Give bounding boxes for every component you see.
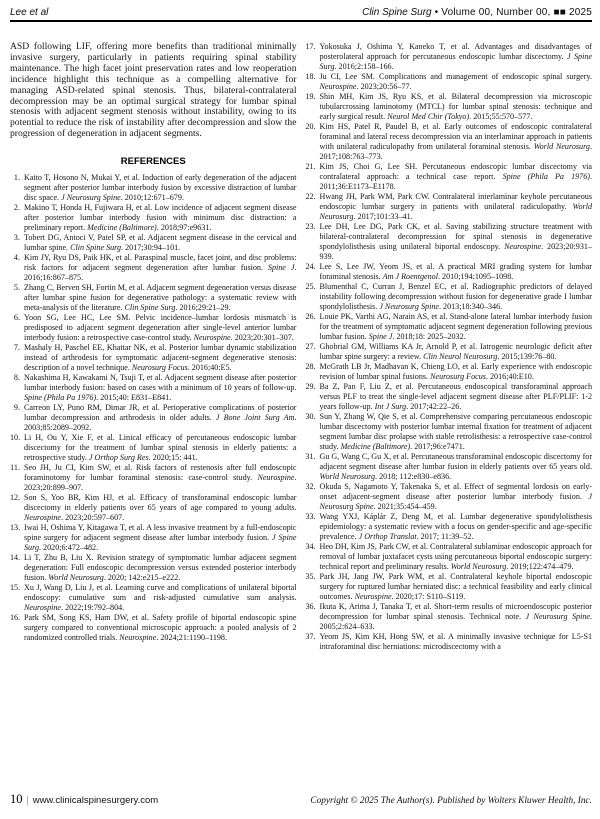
journal-title: Int J Surg [374,402,407,411]
page-number: 10 [10,792,23,806]
reference-text: . 2017;96:e7471. [410,442,465,451]
reference-text: Yeom JS, Kim KH, Hong SW, et al. A minimally invasive technique for L5-S1 intraforaminal disc herniations: microdiscectomy with a [319,632,592,651]
reference-text: Wang YXJ, Káplár Z, Deng M, et al. Lumbar degenerative spondylolisthesis epidemiology: a systematic review with a focus on gender-specific and age-specific prevalence. [319,512,592,541]
reference-text: . 2016;16:867–875. [24,263,297,283]
reference-text: Makino T, Honda H, Fujiwara H, et al. Low incidence of adjacent segment disease after posterior lumbar interbody fusion with minimum disc distraction: a preliminary report. [24,203,297,233]
reference-number: 3. [13,233,20,243]
reference-item [10,553,297,583]
reference-text: . 2016;29:21–29. [175,303,231,313]
reference-number: 12. [10,493,21,503]
journal-title: Neurospine [193,333,231,343]
reference-item [306,72,593,92]
reference-number: 9. [13,403,20,413]
references-list-left [10,173,297,643]
journal-title: Clin Spine Surg [124,303,176,313]
reference-text: Okuda S, Nagamoto Y, Takenaka S, et al. Effect of segmental lordosis on early-onset adjacent-segment disease after posterior lumbar interbody fusion. [319,482,592,501]
reference-text: . 2003;85:2089–2092. [24,413,297,433]
reference-item [306,542,593,572]
reference-text: . 2023;20:301–307. [230,333,294,343]
reference-number: 26. [305,312,316,321]
reference-text: . 2018;18: 2025–2032. [392,332,466,341]
reference-number: 10. [10,433,21,443]
reference-text: Li H, Ou Y, Xie F, et al. Linical efficacy of percutaneous endoscopic lumbar discectomy for the treatment of lumbar spinal stenosis in elderly patients: a retrospective study. [24,433,297,463]
reference-text: Kim JS, Choi G, Lee SH. Percutaneous endoscopic lumbar discectomy via contralateral approach: a technical case report. [319,162,592,181]
reference-number: 14. [10,553,21,563]
reference-item [306,602,593,632]
journal-title: World Neurosurg [48,573,104,583]
journal-title: Spine (Phila Pa 1976) [24,393,97,403]
journal-title: Neurospine [319,82,357,91]
reference-text: . 2015;139:76–80. [497,352,557,361]
reference-number: 27. [305,342,316,351]
page-header [10,0,592,18]
reference-number: 20. [305,122,316,131]
journal-title: J Spine Surg [319,52,592,71]
journal-website-link[interactable]: www.clinicalspinesurgery.com [32,795,159,806]
journal-title: Spine J [368,332,393,341]
journal-title: Neurospine [119,633,157,643]
reference-text: Kaito T, Hosono N, Mukai Y, et al. Induction of early degeneration of the adjacent segment after posterior lumbar interbody fusion by excessive distraction of lumbar disc space. [24,173,297,203]
reference-item [306,92,593,122]
reference-item [306,632,593,652]
reference-item [306,412,593,452]
reference-item [10,463,297,493]
journal-title: Clin Spine Surg [70,243,122,253]
reference-item [306,282,593,312]
reference-text: McGrath LB Jr, Madhavan K, Chieng LO, et al. Early experience with endoscopic revision of lumbar spinal fusions. [319,362,592,381]
reference-number: 36. [305,602,316,611]
journal-title: J Neurosurg Spine [61,193,121,203]
reference-number: 18. [305,72,316,81]
copyright-notice: Copyright © 2025 The Author(s). Published by Wolters Kluwer Health, Inc. [310,796,592,806]
reference-text: Mashaly H, Paschel EE, Khattar NK, et al. Posterior lumbar dynamic stabilization instead of arthrodesis for symptomatic adjacent-segment degenerative stenosis: description of a novel technique. [24,343,297,373]
reference-text: . 2021;35:454–459. [373,502,437,511]
footer-left [10,792,158,807]
reference-number: 13. [10,523,21,533]
journal-title: J Orthop Translat [358,532,417,541]
reference-item [306,362,593,382]
reference-item [10,373,297,403]
reference-item [306,342,593,362]
reference-text: Yokosuka J, Oshima Y, Kaneko T, et al. Advantages and disadvantages of posterolateral approach for percutaneous endoscopic lumbar discectomy. [319,42,592,61]
journal-title: Neurospine [24,513,62,523]
journal-title: Neurosurg Focus [430,372,486,381]
reference-text: . 2005;2:624–633. [319,612,592,631]
reference-item [306,482,593,512]
reference-text: . 2017;42:22–26. [406,402,462,411]
reference-item [10,613,297,643]
issue-info: • Volume 00, Number 00, ■■ 2025 [431,7,592,18]
reference-text: . 2020;6:472–482. [39,543,99,553]
reference-text: Nakashima H, Kawakami N, Tsuji T, et al. Adjacent segment disease after posterior lumbar interbody fusion: based on cases with a minimum of 10 years of follow-up. [24,373,297,393]
journal-title: Neurospine [354,592,392,601]
journal-title: J Neurosurg Spine [379,302,439,311]
reference-item [306,122,593,162]
reference-text: . 2016;2:158–166. [334,62,394,71]
reference-number: 25. [305,282,316,291]
running-title [362,7,592,18]
reference-text: Kim JY, Ryu DS, Paik HK, et al. Paraspinal muscle, facet joint, and disc problems: risk factors for adjacent segment degeneration after lumbar fusion. [24,253,297,273]
reference-text: . 2017; 11:39–52. [416,532,474,541]
reference-item [10,253,297,283]
reference-item [306,382,593,412]
journal-title: Neurospine [257,473,295,483]
reference-text: . 2010;194:1095–1098. [437,272,514,281]
references-list-right [306,42,593,652]
reference-text: Seo JH, Ju CI, Kim SW, et al. Risk factors of restenosis after full endoscopic foraminotomy for lumbar foraminal stenosis: case-control study. [24,463,297,483]
reference-text: . 2010;12:671–679. [120,193,184,203]
reference-text: Ju CI, Lee SM. Complications and management of endoscopic spinal surgery. [319,72,592,81]
reference-text: Kim HS, Patel R, Paudel B, et al. Early outcomes of endoscopic contralateral foraminal and lateral recess decompression via an interlaminar approach in patients with unilateral radiculopathy from unilateral foraminal stenosis. [319,122,592,151]
reference-number: 32. [305,482,316,491]
journal-title: J Bone Joint Surg Am [215,413,295,423]
reference-text: Xu J, Wang D, Liu J, et al. Learning curve and complications of unilateral biportal endoscopy: cumulative sum and risk-adjusted cumulative sum analysis. [24,583,297,603]
references-heading: REFERENCES [120,156,186,168]
reference-item [10,283,297,313]
reference-text: Yoon SG, Lee HC, Lee SM. Pelvic incidence–lumbar lordosis mismatch is predisposed to adjacent segment degeneration after single-level anterior lumbar interbody fusion: a retrospective case-control study. [24,313,297,343]
reference-item [10,313,297,343]
reference-number: 19. [305,92,316,101]
reference-number: 6. [13,313,20,323]
body-paragraph: ASD following LIF, offering more benefits than traditional minimally invasive surgery, particularly in patients requiring spinal stability maintenance. The high facet joint preservation rates and low reoperation incidence highlight this technique as a compelling alternative for managing ASD-related spinal stenosis. Thus, bilateral-contralateral decompression may be an optimal surgical strategy for lumbar spinal stenosis with adjacent segment stenosis without instability, owing to its potential to reduce the risk of instability after decompression and slow the progression of degeneration in adjacent segments. [10,41,297,140]
reference-text: . 2015;55:570–577. [469,112,533,121]
reference-text: Ikuta K, Arima J, Tanaka T, et al. Short-term results of microendoscopic posterior decompression for lumbar spinal stenosis. Technical note. [319,602,592,621]
journal-title: J Neurosurg Spine [525,612,590,621]
reference-text: . 2022;19:792–804. [61,603,125,613]
two-column-body [10,42,592,652]
reference-number: 8. [13,373,20,383]
reference-item [10,493,297,523]
reference-number: 11. [10,463,20,473]
reference-text: . 2023;20:899–907. [24,473,297,493]
reference-text: Lee S, Lee JW, Yeom JS, et al. A practical MRI grading system for lumbar foraminal stenosis. [319,262,592,281]
journal-title: J Neurosurg Spine [319,492,592,511]
reference-text: Hwang JH, Park WM, Park CW. Contralateral interlaminar keyhole percutaneous endoscopic lumbar surgery in patients with unilateral radiculopathy. [319,192,592,211]
reference-item [306,42,593,72]
reference-text: . 2024;21:1190–1198. [156,633,227,643]
reference-text: Tobert DG, Antoci V, Patel SP, et al. Adjacent segment disease in the cervical and lumbar spine. [24,233,297,253]
journal-title: World Neurosurg [533,142,590,151]
left-column [10,42,297,652]
journal-title: World Neurosurg [319,472,376,481]
reference-text: . 2019;122:474–479. [506,562,574,571]
reference-item [306,312,593,342]
reference-text: Ghobrial GM, Williams KA Jr, Arnold P, et al. Iatrogenic neurologic deficit after lumbar spine surgery: a review. [319,342,592,361]
reference-number: 37. [305,632,316,641]
reference-text: Zhang C, Berven SH, Fortin M, et al. Adjacent segment degeneration versus disease after lumbar spine fusion for degenerative pathology: a systematic review with meta-analysis of the literature. [24,283,297,313]
journal-title: Medicine (Baltimore) [340,442,411,451]
reference-item [10,203,297,233]
reference-text: Ba Z, Pan F, Liu Z, et al. Percutaneous endoscopical transforaminal approach versus PLF to treat the single-level adjacent segment disease after PLF/PLIF: 1-2 years follow-up. [319,382,592,411]
reference-text: . 2013;18:340–346. [438,302,503,311]
reference-item [306,262,593,282]
reference-number: 21. [305,162,316,171]
reference-number: 24. [305,262,316,271]
journal-title: Spine J [267,263,295,273]
reference-text: Iwai H, Oshima Y, Kitagawa T, et al. A less invasive treatment by a full-endoscopic spine surgery for adjacent segment disease after lumbar interbody fusion. [24,523,297,543]
reference-text: . 2020;15: 441. [148,453,198,463]
reference-number: 34. [305,542,316,551]
reference-number: 16. [10,613,21,623]
reference-item [306,162,593,192]
running-author: Lee et al [10,7,49,18]
reference-item [306,222,593,262]
journal-title: Spine (Phila Pa 1976) [502,172,590,181]
reference-number: 33. [305,512,316,521]
reference-number: 17. [305,42,316,51]
journal-name: Clin Spine Surg [362,7,432,18]
reference-text: . 2023;20:597–607. [61,513,125,523]
reference-number: 5. [13,283,20,293]
journal-title: J Orthop Surg Res [88,453,149,463]
reference-item [306,512,593,542]
reference-text: Son S, Yoo BR, Kim HJ, et al. Efficacy of transforaminal endoscopic lumbar discectomy in elderly patients over 65 years of age compared to young adults. [24,493,297,513]
reference-text: . 2015;40: E831–E841. [96,393,172,403]
reference-text: Park JH, Jang JW, Park WM, et al. Contralateral keyhole biportal endoscopic surgery for ruptured lumbar herniated disc: a technical feasibility and early clinical outcomes. [319,572,592,601]
reference-text: Park SM, Song KS, Ham DW, et al. Safety profile of biportal endoscopic spine surgery compared to conventional microscopic approach: a pooled analysis of 2 randomized controlled trials. [24,613,297,643]
reference-item [10,343,297,373]
journal-title: Neurospine [504,242,542,251]
reference-text: . 2016;40:E10. [485,372,534,381]
reference-item [10,583,297,613]
reference-number: 2. [13,203,20,213]
reference-number: 4. [13,253,20,263]
reference-text: Heo DH, Kim JS, Park CW, et al. Contralateral sublaminar endoscopic approach for removal of lumbar juxtafacet cysts using percutaneous biportal endoscopic surgery: technical report and preliminary results. [319,542,592,571]
reference-number: 35. [305,572,316,581]
right-column [306,42,593,652]
footer-separator: | [26,794,29,806]
journal-title: Clin Neurol Neurosurg [423,352,498,361]
reference-item [10,173,297,203]
reference-text: . 2018;97:e9631. [156,223,212,233]
reference-number: 28. [305,362,316,371]
reference-text: Carreon LY, Puno RM, Dimar JR, et al. Perioperative complications of posterior lumbar decompression and arthrodesis in older adults. [24,403,297,423]
journal-title: Medicine (Baltimore) [87,223,157,233]
header-rule [10,20,592,22]
journal-title: Neurosurg Focus [131,363,188,373]
reference-text: Gu G, Wang C, Gu X, et al. Percutaneous transforaminal endoscopic discectomy for adjacent segment disease after lumbar fusion in elderly patients over 65 years old. [319,452,593,471]
reference-text: . 2023;20:56–77. [356,82,412,91]
reference-text: . 2016;40:E5. [187,363,232,373]
reference-item [10,433,297,463]
reference-number: 7. [13,343,20,353]
reference-item [306,452,593,482]
reference-number: 1. [13,173,20,183]
journal-title: Neurol Med Chir (Tokyo) [387,112,470,121]
reference-number: 30. [305,412,316,421]
reference-text: . 2020;17: S110–S119. [391,592,466,601]
reference-number: 15. [10,583,21,593]
reference-text: Louie PK, Varthi AG, Narain AS, et al. Stand-alone lateral lumbar interbody fusion for the treatment of symptomatic adjacent segment degeneration following previous lumbar fusion. [319,312,592,341]
reference-text: Blumenthal C, Curran J, Benzel EC, et al. Radiographic predictors of delayed instability following decompression without fusion for degenerative grade I lumbar spondylolisthesis. [319,282,592,311]
reference-item [306,192,593,222]
reference-item [10,403,297,433]
reference-item [10,233,297,253]
reference-text: Shin MH, Kim JS, Ryu KS, et al. Bilateral decompression via microscopic tubularcrossing laminotomy (MTCL) for lumbar spinal stenosis: technique and early surgical result. [319,92,592,121]
reference-text: . 2011;36:E1173–E1178. [319,172,592,191]
reference-text: . 2017;30:94–101. [121,243,181,253]
reference-item [10,523,297,553]
journal-title: World Neurosurg [319,202,592,221]
reference-number: 31. [305,452,316,461]
reference-text: . 2020; 142:e215–e222. [103,573,181,583]
journal-title: Neurospine [24,603,62,613]
reference-text: Sun Y, Zhang W, Qie S, et al. Comprehensive comparing percutaneous endoscopic lumbar discectomy with posterior lumbar internal fixation for treatment of adjacent segment lumbar disc prolapse with stable retrolisthesis: a retrospective case-control study. [319,412,592,451]
reference-text: . 2023;20:931–939. [319,242,592,261]
journal-title: J Spine Surg [24,533,297,553]
reference-text: Li T, Zhu B, Liu X. Revision strategy of symptomatic lumbar adjacent segment degeneration: Full endoscopic decompression versus extended posterior interbody fusion. [24,553,297,583]
page-footer [10,792,592,807]
reference-text: . 2017;108:763–773. [319,142,592,161]
reference-number: 22. [305,192,316,201]
journal-title: World Neurosurg [450,562,507,571]
journal-title: Am J Roentgenol [382,272,438,281]
reference-number: 23. [305,222,316,231]
reference-text: . 2017;101:33–41. [353,212,413,221]
reference-item [306,572,593,602]
reference-number: 29. [305,382,316,391]
reference-text: . 2018; 112:e830–e836. [375,472,452,481]
reference-text: Lee DH, Lee DG, Park CK, et al. Saving stabilizing structure treatment with bilateral-contralateral decompression for spinal stenosis in degenerative spondylolisthesis using unilateral biportal endoscopy. [319,222,592,251]
